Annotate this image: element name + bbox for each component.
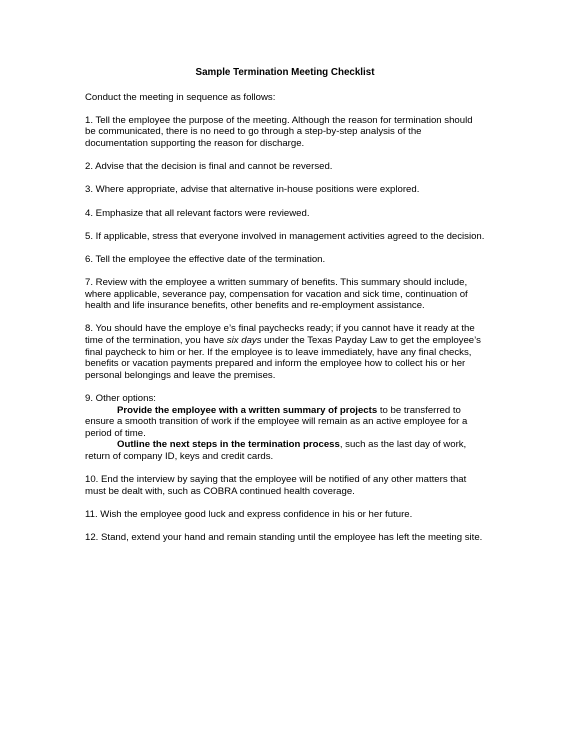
document-title: Sample Termination Meeting Checklist	[195, 67, 375, 78]
checklist-item-7: 7. Review with the employee a written summary of benefits. This summary should include, where applicable, severance pay, compensation for vacation and sick time, continuation of health and life insurance benefits, other benefits and re-employment assistance.	[85, 277, 468, 312]
checklist-item-2: 2. Advise that the decision is final and cannot be reversed.	[85, 161, 333, 173]
item-9-option-2-bold: Outline the next steps in the termination process	[117, 439, 340, 451]
checklist-item-9	[85, 393, 485, 463]
checklist-item-5: 5. If applicable, stress that everyone involved in management activities agreed to the decision.	[85, 230, 485, 242]
item-9-option-2	[85, 439, 485, 462]
item-9-heading: 9. Other options:	[85, 393, 156, 405]
intro-paragraph: Conduct the meeting in sequence as follows:	[85, 91, 276, 103]
item-8-text-end: under the Texas Payday Law to get the employee’s final paycheck to him or her. If the employee is to leave immediately, have any final checks, benefits or vacation payments prepared and inform the employee how to collect his or her personal belongings and leave the premises.	[85, 335, 481, 381]
checklist-item-4: 4. Emphasize that all relevant factors were reviewed.	[85, 207, 310, 219]
checklist-item-8	[85, 323, 485, 381]
item-8-text-start: 8. You should have the employe e’s final paychecks ready; if you cannot have it ready at the time of the termination, you have	[85, 323, 475, 347]
item-9-option-1-bold: Provide the employee with a written summary of projects	[117, 404, 378, 416]
item-9-option-1	[85, 405, 485, 440]
checklist-item-3: 3. Where appropriate, advise that alternative in-house positions were explored.	[85, 184, 420, 196]
checklist-item-1: 1. Tell the employee the purpose of the meeting. Although the reason for termination should be communicated, there is no need to go through a step-by-step analysis of the documentation supporting the reason for discharge.	[85, 114, 473, 149]
item-9-option-2-text: , such as the last day of work, return of company ID, keys and credit cards.	[85, 439, 467, 462]
checklist-item-12: 12. Stand, extend your hand and remain standing until the employee has left the meeting site.	[85, 532, 483, 544]
checklist-item-10: 10. End the interview by saying that the employee will be notified of any other matters that must be dealt with, such as COBRA continued health coverage.	[85, 474, 467, 497]
item-9-option-1-text: to be transferred to ensure a smooth transition of work if the employee will remain as an active employee for a period of time.	[85, 404, 468, 439]
checklist-item-11: 11. Wish the employee good luck and express confidence in his or her future.	[85, 508, 413, 520]
item-8-emphasis: six days	[226, 335, 262, 347]
checklist-item-6: 6. Tell the employee the effective date of the termination.	[85, 253, 326, 265]
